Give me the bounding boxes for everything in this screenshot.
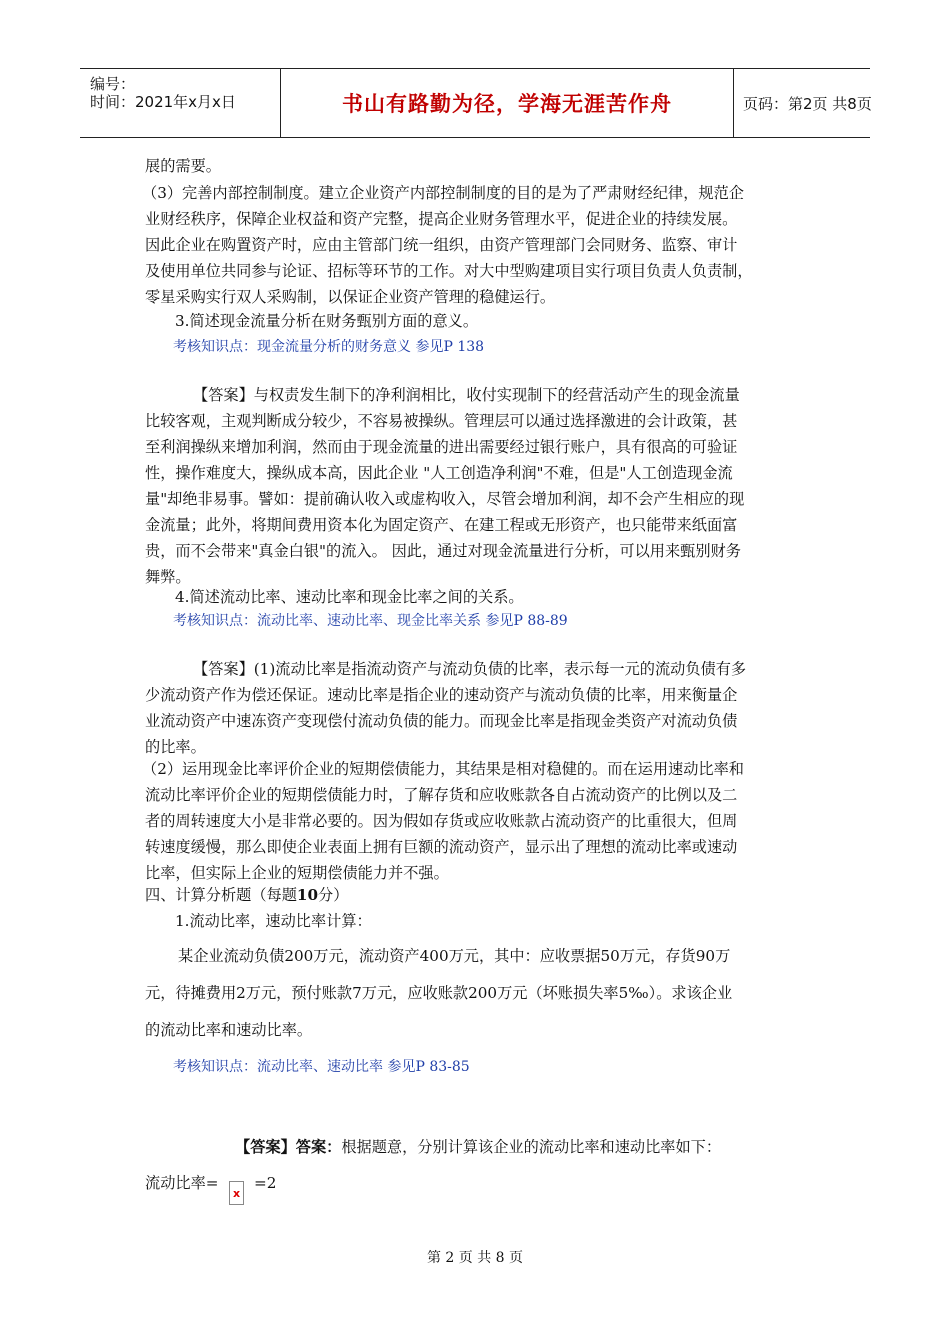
answer-4-line: 流动比率评价企业的短期偿债能力时，了解存货和应收账款各自占流动资产的比例以及二 — [145, 786, 738, 804]
text-line: 业财经秩序，保障企业权益和资产完整，提高企业财务管理水平，促进企业的持续发展。 — [145, 210, 738, 228]
answer-calc-1 — [235, 1134, 903, 1160]
answer-3-line: 贵，而不会带来"真金白银"的流入。 因此，通过对现金流量进行分析，可以用来甄别财务 — [145, 542, 741, 560]
answer-4-line: 业流动资产中速冻资产变现偿付流动负债的能力。而现金比率是指现金类资产对流动负债 — [145, 712, 738, 730]
knowledge-point-4: 考核知识点：流动比率、速动比率、现金比率关系 参见P 88-89 — [173, 613, 568, 629]
section-4-heading — [145, 882, 813, 908]
text-line: 展的需要。 — [145, 157, 221, 175]
knowledge-point-3: 考核知识点：现金流量分析的财务意义 参见P 138 — [173, 339, 485, 355]
answer-3-line: 比较客观，主观判断成分较少，不容易被操纵。管理层可以通过选择激进的会计政策，甚 — [145, 412, 738, 430]
code-label: 编号： — [90, 75, 136, 93]
page-number-label: 页码：第2页 共8页 — [743, 94, 872, 113]
answer-3-line: 【答案】与权责发生制下的净利润相比，收付实现制下的经营活动产生的现金流量 — [193, 386, 740, 404]
answer-3-line: 量"却绝非易事。譬如：提前确认收入或虚构收入，尽管会增加利润，却不会产生相应的现 — [145, 490, 745, 508]
text-line: 因此企业在购置资产时，应由主管部门统一组织，由资产管理部门会同财务、监察、审计 — [145, 236, 738, 254]
calc-question-1: 1.流动比率，速动比率计算： — [175, 912, 372, 930]
text-line: （3）完善内部控制制度。建立企业资产内部控制制度的目的是为了严肃财经纪律，规范企 — [142, 184, 744, 202]
header-meta — [80, 69, 280, 137]
answer-label: 【答案】答案： — [235, 1138, 342, 1156]
answer-4-line: 比率，但实际上企业的短期偿债能力并不强。 — [145, 864, 449, 882]
answer-4-line: （2）运用现金比率评价企业的短期偿债能力，其结果是相对稳健的。而在运用速动比率和 — [142, 760, 744, 778]
broken-image-icon: x — [229, 1181, 244, 1205]
answer-3-line: 至利润操纵来增加利润，然而由于现金流量的进出需要经过银行账户，具有很高的可验证 — [145, 438, 738, 456]
section-4-heading-c: 分） — [318, 886, 349, 904]
answer-4-line: 者的周转速度大小是非常必要的。因为假如存货或应收账款占流动资产的比重很大，但周 — [145, 812, 738, 830]
section-4-points: 10 — [296, 886, 319, 904]
formula-label: 流动比率= — [145, 1174, 219, 1192]
text-line: 及使用单位共同参与论证、招标等环节的工作。对大中型购建项目实行项目负责人负责制， — [145, 262, 753, 280]
answer-4-line: 的比率。 — [145, 738, 206, 756]
header-motto-cell — [280, 69, 734, 137]
motto: 书山有路勤为径，学海无涯苦作舟 — [342, 92, 672, 116]
time-label: 时间：2021年x月x日 — [90, 93, 236, 111]
question-4: 4.简述流动比率、速动比率和现金比率之间的关系。 — [175, 588, 524, 606]
knowledge-point-calc-1: 考核知识点：流动比率、速动比率 参见P 83-85 — [173, 1059, 470, 1075]
calc-question-1-line: 元，待摊费用2万元，预付账款7万元，应收账款200万元（坏账损失率5‰）。求该企业 — [145, 984, 733, 1002]
page-footer: 第 2 页 共 8 页 — [426, 1250, 524, 1266]
calc-question-1-line: 某企业流动负债200万元，流动资产400万元，其中：应收票据50万元，存货90万 — [178, 947, 731, 965]
answer-4-line: 少流动资产作为偿还保证。速动比率是指企业的速动资产与流动负债的比率，用来衡量企 — [145, 686, 738, 704]
answer-calc-1-text: 根据题意，分别计算该企业的流动比率和速动比率如下： — [341, 1138, 721, 1156]
text-line: 零星采购实行双人采购制，以保证企业资产管理的稳健运行。 — [145, 288, 556, 306]
answer-3-line: 舞弊。 — [145, 568, 191, 586]
formula-value: =2 — [254, 1174, 277, 1192]
answer-3-line: 金流量；此外，将期间费用资本化为固定资产、在建工程或无形资产，也只能带来纸面富 — [145, 516, 738, 534]
question-3: 3.简述现金流量分析在财务甄别方面的意义。 — [175, 312, 479, 330]
calc-question-1-line: 的流动比率和速动比率。 — [145, 1021, 313, 1039]
answer-4-line: 转速度缓慢，那么即使企业表面上拥有巨额的流动资产，显示出了理想的流动比率或速动 — [145, 838, 738, 856]
document-header — [80, 68, 870, 138]
answer-4-line: 【答案】(1)流动比率是指流动资产与流动负债的比率，表示每一元的流动负债有多 — [193, 660, 747, 678]
answer-3-line: 性，操作难度大，操纵成本高，因此企业 "人工创造净利润"不难，但是"人工创造现金流 — [145, 464, 733, 482]
section-4-heading-a: 四、计算分析题（每题 — [145, 886, 297, 904]
